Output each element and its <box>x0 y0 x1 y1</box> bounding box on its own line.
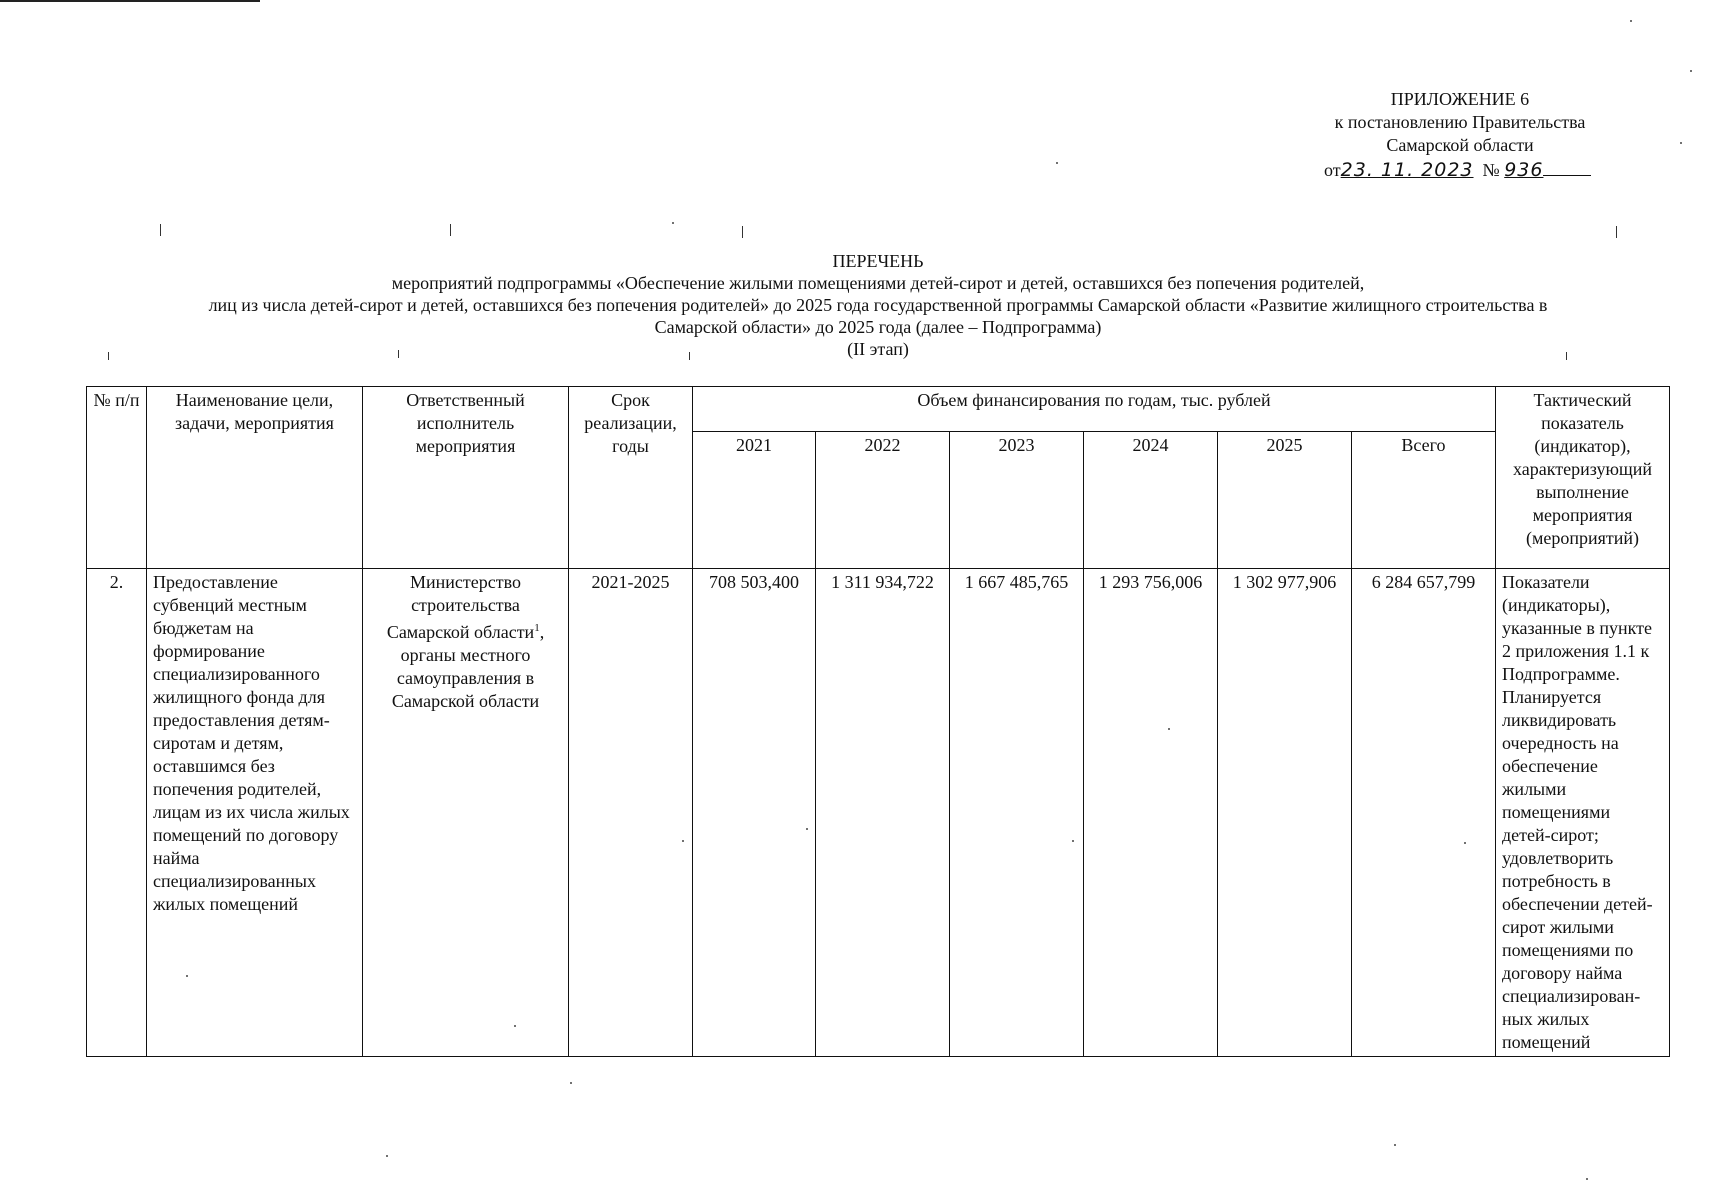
scan-dot <box>1630 20 1632 22</box>
row-value-2022: 1 311 934,722 <box>816 569 950 1057</box>
scan-dot <box>570 1082 572 1084</box>
table-row <box>87 569 1670 1057</box>
title-heading: ПЕРЕЧЕНЬ <box>832 251 924 271</box>
header-funding: Объем финансирования по годам, тыс. рублей <box>693 387 1496 432</box>
row-term: 2021-2025 <box>569 569 693 1057</box>
table-header-row-1 <box>87 387 1670 432</box>
row-value-total: 6 284 657,799 <box>1352 569 1496 1057</box>
row-executor <box>363 569 569 1057</box>
header-year-2023: 2023 <box>950 432 1084 569</box>
title-line-2: лиц из числа детей-сирот и детей, оставшихся без попечения родителей» до 2025 года государственной программы Самарской области «Развитие жилищного строительства в <box>208 295 1548 315</box>
appendix-resolution-line: к постановлению Правительства <box>1334 112 1586 132</box>
title-line-4: (II этап) <box>847 339 909 359</box>
number-prefix: № <box>1482 160 1500 180</box>
header-total: Всего <box>1352 432 1496 569</box>
scan-dot <box>386 1155 388 1157</box>
header-year-2021: 2021 <box>693 432 816 569</box>
row-executor-rest: , органы местного самоуправления в Самарской области <box>391 622 545 711</box>
document-title <box>100 250 1656 360</box>
scan-dot <box>1680 142 1682 144</box>
scan-dot <box>1690 70 1692 72</box>
header-year-2022: 2022 <box>816 432 950 569</box>
measures-table-wrapper <box>86 386 1670 1057</box>
scan-mark <box>450 224 451 236</box>
row-value-2025: 1 302 977,906 <box>1218 569 1352 1057</box>
appendix-date-number-line <box>1300 157 1620 182</box>
scan-mark <box>742 226 743 238</box>
number-underline <box>1543 157 1591 176</box>
from-prefix: от <box>1324 160 1341 180</box>
row-indicator: Показатели (индикаторы), указанные в пункте 2 приложения 1.1 к Подпрограмме. Планируется ликвидировать очередность на обеспечение жилыми помещениями детей-сирот; удовлетворить потребность в обеспечении детей-сирот жилыми помещениями по договору найма специализирован-ных жилых помещений <box>1496 569 1670 1057</box>
appendix-block <box>1300 88 1620 182</box>
scan-mark <box>1616 226 1617 238</box>
header-year-2025: 2025 <box>1218 432 1352 569</box>
scan-edge-line <box>0 0 260 2</box>
handwritten-number: 936 <box>1504 159 1544 181</box>
appendix-region-line: Самарской области <box>1386 135 1534 155</box>
header-executor: Ответственный исполнитель мероприятия <box>363 387 569 569</box>
scan-mark <box>160 224 161 236</box>
row-value-2021: 708 503,400 <box>693 569 816 1057</box>
measures-table <box>86 386 1670 1057</box>
header-term: Срок реализации, годы <box>569 387 693 569</box>
header-name: Наименование цели, задачи, мероприятия <box>147 387 363 569</box>
scan-dot <box>1586 1178 1588 1180</box>
title-line-1: мероприятий подпрограммы «Обеспечение жилыми помещениями детей-сирот и детей, оставшихся без попечения родителей, <box>391 273 1365 293</box>
row-num: 2. <box>87 569 147 1057</box>
title-line-3: Самарской области» до 2025 года (далее – Подпрограмма) <box>654 317 1102 337</box>
row-executor-main: Министерство строительства Самарской области <box>386 572 535 642</box>
handwritten-date: 23. 11. 2023 <box>1340 159 1474 181</box>
header-year-2024: 2024 <box>1084 432 1218 569</box>
header-indicator: Тактический показатель (индикатор), характеризующий выполнение мероприятия (мероприятий) <box>1496 387 1670 569</box>
header-num: № п/п <box>87 387 147 569</box>
appendix-label: ПРИЛОЖЕНИЕ 6 <box>1390 89 1530 109</box>
row-value-2023: 1 667 485,765 <box>950 569 1084 1057</box>
scan-dot <box>1394 1144 1396 1146</box>
scan-dot <box>672 222 674 224</box>
scan-dot <box>1056 162 1058 164</box>
row-value-2024: 1 293 756,006 <box>1084 569 1218 1057</box>
row-executor-footnote: 1 <box>534 622 540 634</box>
row-name: Предоставление субвенций местным бюджетам на формирование специализированного жилищного фонда для предоставления детям-сиротам и детям, оставшимся без попечения родителей, лицам из их числа жилых помещений по договору найма специализированных жилых помещений <box>147 569 363 1057</box>
